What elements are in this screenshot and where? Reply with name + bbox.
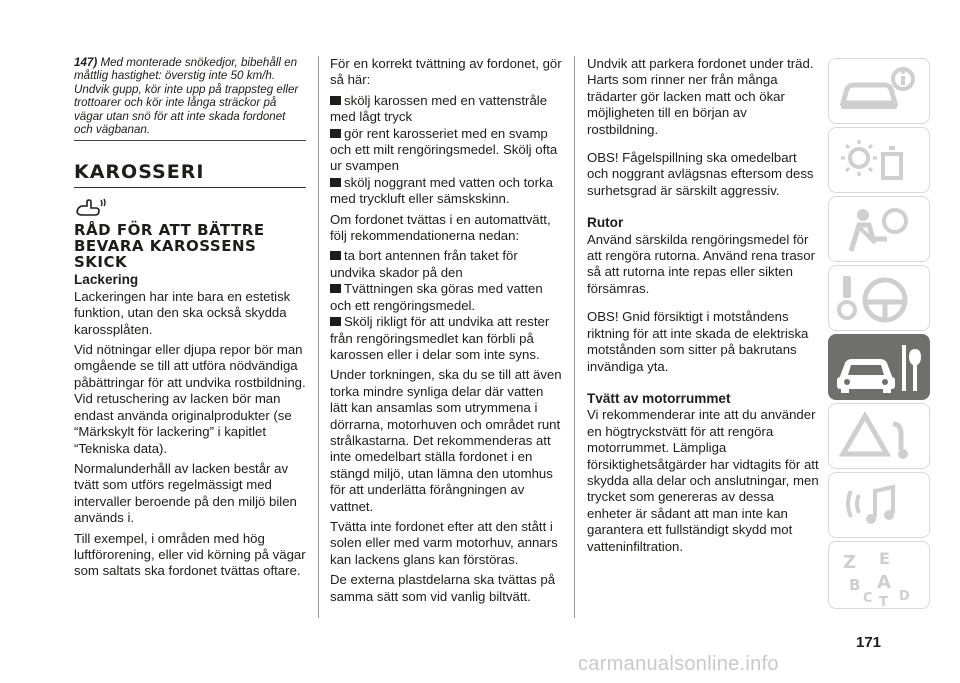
paragraph: Undvik att parkera fordonet under träd. Harts som rinner ner från många trädarter gör lacken matt och ökar möjligheten till en början av rostbildning. — [587, 56, 814, 137]
paragraph: För en korrekt tvättning av fordonet, gör så här: — [330, 56, 562, 88]
tab-index[interactable] — [828, 541, 930, 609]
heading-lackering: Lackering — [74, 272, 139, 288]
tab-starting-driving[interactable] — [828, 265, 930, 331]
bullet-marker-icon — [330, 251, 341, 260]
paragraph: Vi rekommenderar inte att du använder en högtryckstvätt för att rengöra motorrummet. Lämpliga försiktighetsåtgärder har vidtagits för att skydda alla delar och anslutningar, men trycket som genereras av dessa enheter är sådant att man inte kan garantera ett fullständigt skydd mot vatteninfiltration. — [587, 407, 819, 554]
bullet-marker-icon — [330, 129, 341, 138]
column-middle — [330, 56, 562, 609]
bullet-item: gör rent karosseriet med en svamp och ett milt rengöringsmedel. Skölj ofta ur svampen — [330, 125, 558, 174]
paragraph: OBS! Gnid försiktigt i motståndens riktning för att inte skada de elektriska motstånden som sitter på bakrutans invändiga yta. — [587, 309, 809, 374]
car-info-icon — [829, 59, 931, 125]
bullet-item: Skölj rikligt för att undvika att rester från rengöringsmedlet kan förbli på karossen eller i delar som inte syns. — [330, 314, 550, 362]
bullet-item: skölj karossen med en vattenstråle med lågt tryck — [330, 92, 548, 125]
index-letter: T — [879, 595, 888, 610]
tab-car-info[interactable] — [828, 58, 930, 124]
heading-rutor: Rutor — [587, 215, 624, 231]
bullet-marker-icon — [330, 96, 341, 105]
index-letter: D — [899, 589, 910, 604]
tab-multimedia[interactable] — [828, 472, 930, 538]
bullet-item: skölj noggrant med vatten och torka med tryckluft eller sämskskinn. — [330, 174, 553, 207]
alphabetical-index-icon — [829, 542, 931, 610]
bullet-marker-icon — [330, 284, 341, 293]
car-wrench-icon — [829, 335, 931, 401]
bullet-marker-icon — [330, 317, 341, 326]
emergency-warning-icon — [829, 404, 931, 470]
paragraph: Lackeringen har inte bara en estetisk funktion, utan den ska också skydda karossplåten. — [74, 288, 291, 337]
bullet-marker-icon — [330, 178, 341, 187]
column-divider — [318, 56, 319, 618]
tab-dashboard-lights[interactable] — [828, 127, 930, 193]
tab-airbag-seat[interactable] — [828, 196, 930, 262]
tab-emergency[interactable] — [828, 403, 930, 469]
bullet-item: Tvättningen ska göras med vatten och ett rengöringsmedel. — [330, 281, 543, 313]
multimedia-music-icon — [829, 473, 931, 539]
paragraph: Om fordonet tvättas i en automattvätt, följ rekommendationerna nedan: — [330, 211, 551, 244]
paragraph: De externa plastdelarna ska tvättas på samma sätt som vid vanlig biltvätt. — [330, 572, 556, 604]
section-subtitle: RÅD FÖR ATT BÄTTRE BEVARA KAROSSENS SKICK — [74, 221, 265, 272]
paragraph: Tvätta inte fordonet efter att den stått i solen eller med varm motorhuv, annars kan lackens glans kan förstöras. — [330, 518, 558, 567]
dashboard-lights-icon — [829, 128, 931, 194]
paragraph: Under torkningen, ska du se till att även torka mindre synliga delar där vatten lätt kan ansamlas som utrymmena i dörrarna, motorhuven och området runt strålkastarna. Det rekommenderas att inte omedelbart ställa fordonet i en stängd miljö, utan lämna den utomhus för att underlätta förångningen av vattnet. — [330, 367, 562, 514]
column-left — [74, 56, 306, 584]
section-title: KAROSSERI — [74, 161, 306, 188]
paragraph: OBS! Fågelspillning ska omedelbart och noggrant avlägsnas eftersom dess surhetsgrad är särskilt aggressiv. — [587, 150, 814, 198]
key-steering-wheel-icon — [829, 266, 931, 332]
index-letter: C — [863, 591, 873, 606]
index-letter: B — [849, 576, 861, 594]
column-divider — [574, 56, 575, 618]
watermark: carmanualsonline.info — [578, 653, 779, 675]
paragraph: Använd särskilda rengöringsmedel för att rengöra rutorna. Använd rena trasor så att rutorna inte repas eller sikten försämras. — [587, 231, 815, 296]
index-letter: Z — [843, 552, 857, 573]
page-number: 171 — [856, 634, 882, 651]
paragraph: Normalunderhåll av lacken består av tvätt som utförs regelmässigt med intervaller beroende på den miljö bilen används i. — [74, 460, 297, 526]
airbag-seat-icon — [829, 197, 931, 263]
bullet-item: ta bort antennen från taket för undvika skador på den — [330, 248, 518, 280]
column-right — [587, 56, 819, 559]
heading-motorrummet: Tvätt av motorrummet — [587, 390, 731, 406]
footnote-text: Med monterade snökedjor, bibehåll en måttlig hastighet: överstig inte 50 km/h. Undvik gupp, kör inte upp på trappsteg eller trottoarer och kör inte långa sträckor på vägar utan snö för att inte skada fordonet och vägbanan. — [74, 56, 299, 137]
hand-wash-icon — [74, 196, 108, 218]
paragraph: Vid nötningar eller djupa repor bör man omgående se till att utföra nödvändiga påbättringar för att undvika rostbildning. Vid retuschering av lacken bör man endast använda originalprodukter (se “Märkskylt för lackering” i kapitlet “Tekniska data). — [74, 342, 306, 456]
footnote-box — [74, 56, 306, 141]
index-letter: E — [879, 549, 890, 568]
paragraph: Till exempel, i områden med hög luftförorening, eller vid körning på vägar som saltats ska fordonet tvättas oftare. — [74, 530, 306, 579]
index-letter: A — [877, 572, 891, 593]
footnote-number: 147) — [74, 56, 98, 69]
tab-service-maintenance[interactable] — [828, 334, 930, 400]
